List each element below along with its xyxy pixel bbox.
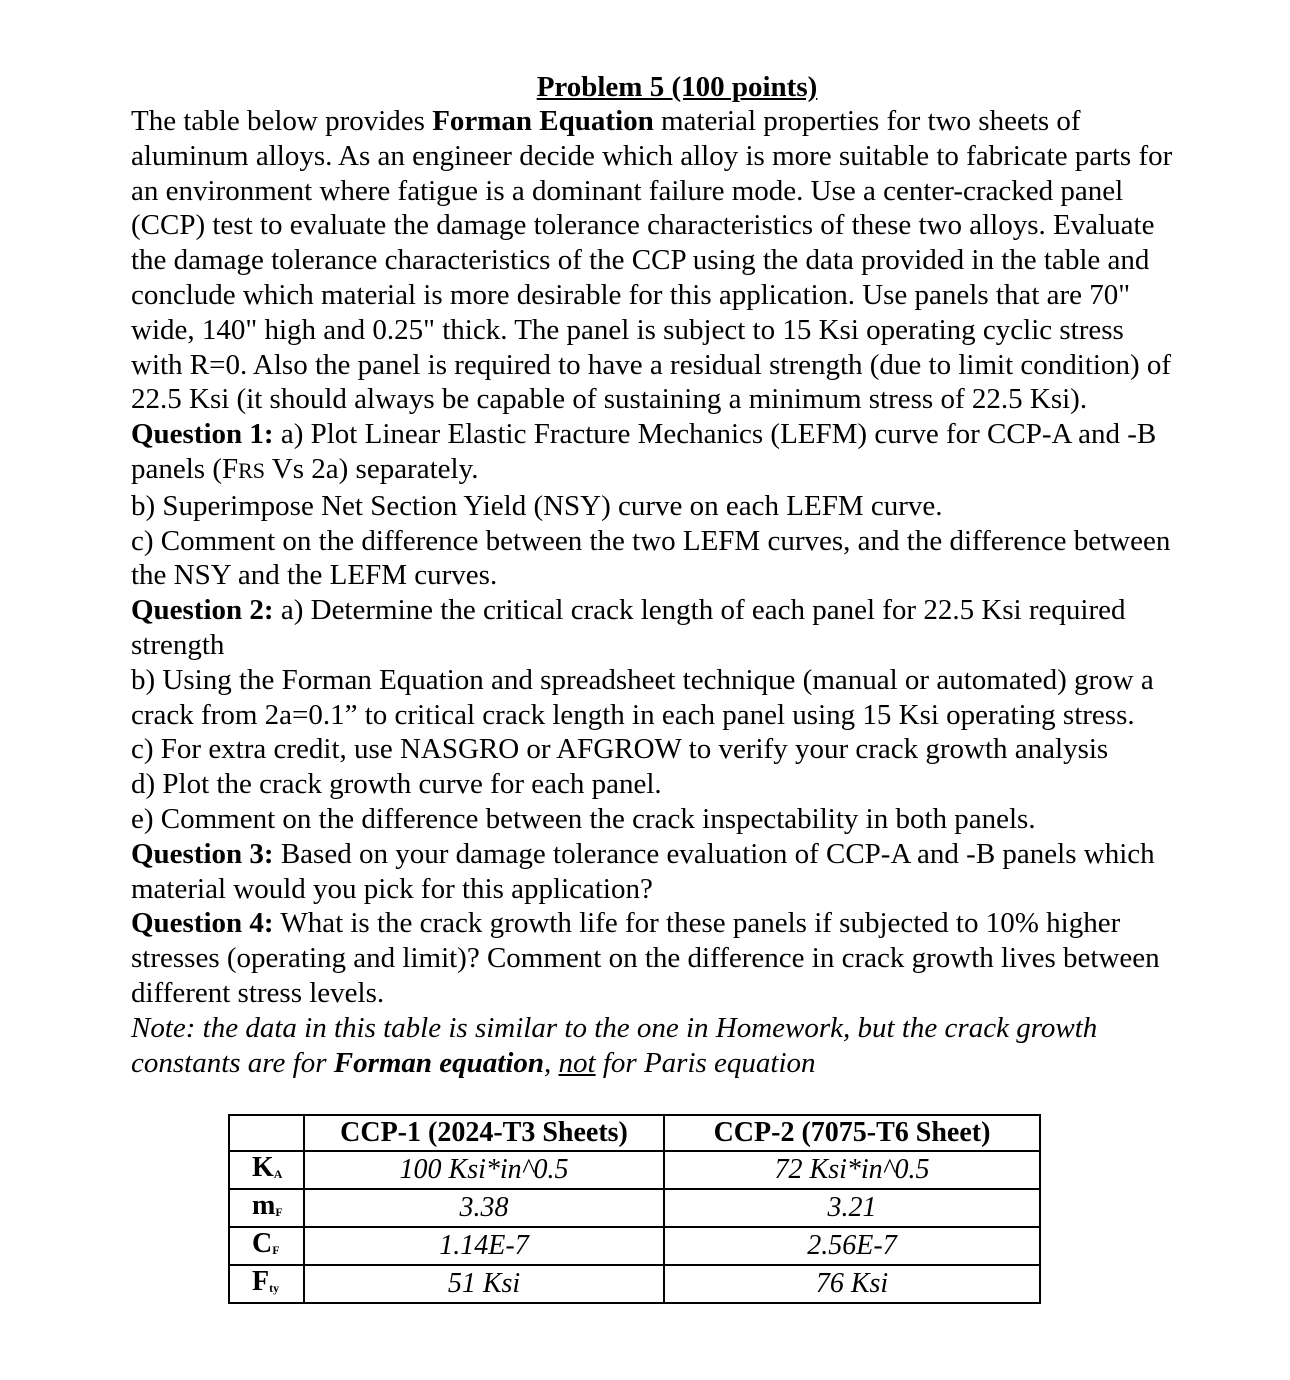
intro-text: material properties for two sheets of <box>653 105 1081 137</box>
frs-smallcaps: RS <box>238 457 266 483</box>
row-label-mf <box>229 1189 304 1227</box>
question-1-line-2 <box>131 452 1231 489</box>
question-text: panels (F <box>131 452 239 485</box>
table-cell: 51 Ksi <box>304 1265 664 1303</box>
table-cell: 1.14E-7 <box>304 1227 664 1265</box>
question-text: Vs 2a) separately. <box>265 452 479 485</box>
intro-line-9: 22.5 Ksi (it should always be capable of sustaining a minimum stress of 22.5 Ksi). <box>131 383 1088 416</box>
question-3-line-2: material would you pick for this application? <box>131 872 653 905</box>
question-text: What is the crack growth life for these panels if subjected to 10% higher <box>273 907 1121 940</box>
table-row <box>229 1189 1040 1227</box>
symbol: C <box>252 1228 273 1259</box>
row-label-cf <box>229 1227 304 1265</box>
table-cell: 2.56E-7 <box>664 1227 1040 1265</box>
intro-line-3: an environment where fatigue is a dominant failure mode. Use a center-cracked panel <box>131 174 1124 207</box>
note-text: , <box>544 1046 559 1079</box>
symbol: F <box>252 1266 270 1297</box>
problem-title: Problem 5 (100 points) <box>536 71 818 103</box>
question-4-line-1 <box>131 906 1231 941</box>
material-properties-table <box>228 1114 1041 1304</box>
table-row <box>229 1265 1040 1303</box>
table-cell: 72 Ksi*in^0.5 <box>664 1151 1040 1189</box>
intro-line-8: with R=0. Also the panel is required to have a residual strength (due to limit condition) of <box>131 348 1172 381</box>
question-2-b-line-1: b) Using the Forman Equation and spreadsheet technique (manual or automated) grow a <box>131 663 1154 696</box>
intro-line-2: aluminum alloys. As an engineer decide which alloy is more suitable to fabricate parts for <box>131 139 1173 172</box>
question-2-e: e) Comment on the difference between the crack inspectability in both panels. <box>131 802 1036 835</box>
question-3-label: Question 3: <box>131 837 274 870</box>
question-2-d: d) Plot the crack growth curve for each panel. <box>131 768 662 801</box>
question-1-label: Question 1: <box>131 418 274 451</box>
question-2-line-1 <box>131 593 1231 628</box>
question-4-label: Question 4: <box>131 907 274 940</box>
note-text: for Paris equation <box>595 1046 816 1079</box>
subscript: F <box>275 1205 283 1219</box>
intro-line-4: (CCP) test to evaluate the damage tolerance characteristics of these two alloys. Evaluate <box>131 209 1155 242</box>
not-underlined: not <box>558 1046 596 1079</box>
forman-equation-bold: Forman equation <box>333 1046 545 1079</box>
question-3-line-1 <box>131 837 1231 872</box>
table-header-ccp2: CCP-2 (7075-T6 Sheet) <box>664 1115 1040 1151</box>
intro-text: The table below provides <box>131 105 433 137</box>
question-1-c-line-2: the NSY and the LEFM curves. <box>131 559 498 592</box>
subscript: A <box>273 1167 283 1181</box>
table-row <box>229 1151 1040 1189</box>
table-cell: 100 Ksi*in^0.5 <box>304 1151 664 1189</box>
table-cell: 3.38 <box>304 1189 664 1227</box>
table-cell: 76 Ksi <box>664 1265 1040 1303</box>
question-1-b: b) Superimpose Net Section Yield (NSY) curve on each LEFM curve. <box>131 489 943 522</box>
question-4-line-3: different stress levels. <box>131 976 385 1009</box>
row-label-ka <box>229 1151 304 1189</box>
intro-line-1 <box>131 104 1231 139</box>
question-2-c: c) For extra credit, use NASGRO or AFGROW to verify your crack growth analysis <box>131 733 1109 766</box>
intro-line-6: conclude which material is more desirable for this application. Use panels that are 70" <box>131 278 1131 311</box>
forman-equation-bold: Forman Equation <box>432 105 654 137</box>
symbol: m <box>252 1190 276 1221</box>
question-2-line-2: strength <box>131 628 225 661</box>
question-text: a) Plot Linear Elastic Fracture Mechanics (LEFM) curve for CCP-A and -B <box>273 418 1157 451</box>
problem-document <box>131 70 1231 1080</box>
row-label-fty <box>229 1265 304 1303</box>
table-header-ccp1: CCP-1 (2024-T3 Sheets) <box>304 1115 664 1151</box>
note-text: constants are for <box>131 1046 334 1079</box>
intro-line-7: wide, 140" high and 0.25" thick. The panel is subject to 15 Ksi operating cyclic stress <box>131 313 1124 346</box>
intro-line-5: the damage tolerance characteristics of the CCP using the data provided in the table and <box>131 244 1150 277</box>
question-text: Based on your damage tolerance evaluation of CCP-A and -B panels which <box>273 837 1155 870</box>
table-header-empty <box>229 1115 304 1151</box>
subscript: F <box>272 1243 280 1257</box>
symbol: K <box>252 1152 274 1183</box>
note-line-2 <box>131 1046 1231 1081</box>
question-1-c-line-1: c) Comment on the difference between the two LEFM curves, and the difference between <box>131 524 1171 557</box>
question-1-line-1 <box>131 417 1231 452</box>
subscript: ty <box>269 1281 280 1295</box>
question-text: a) Determine the critical crack length of each panel for 22.5 Ksi required <box>273 594 1126 627</box>
question-4-line-2: stresses (operating and limit)? Comment on the difference in crack growth lives between <box>131 942 1160 975</box>
question-2-b-line-2: crack from 2a=0.1” to critical crack length in each panel using 15 Ksi operating stress. <box>131 698 1135 731</box>
table-header-row <box>229 1115 1040 1151</box>
note-line-1: Note: the data in this table is similar to the one in Homework, but the crack growth <box>131 1011 1098 1044</box>
table-cell: 3.21 <box>664 1189 1040 1227</box>
table-row <box>229 1227 1040 1265</box>
question-2-label: Question 2: <box>131 594 274 627</box>
